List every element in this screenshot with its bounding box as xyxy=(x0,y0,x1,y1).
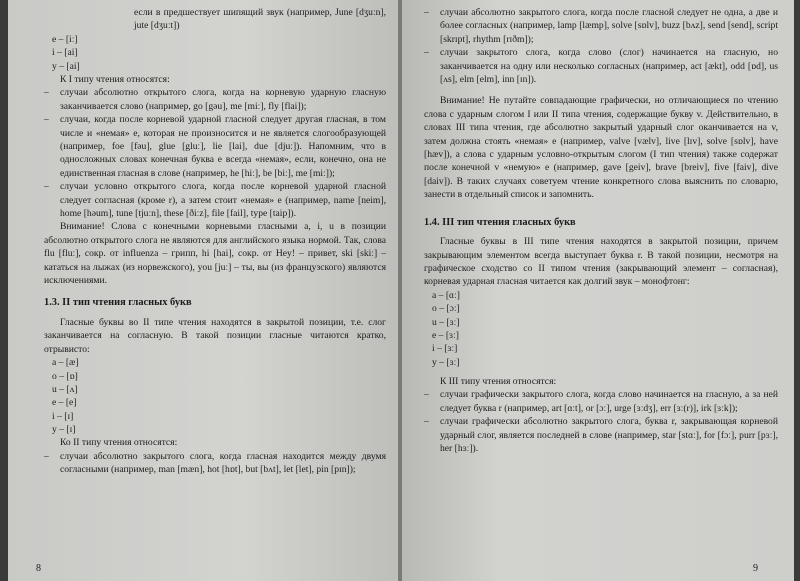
map-row: o – [ɔː] xyxy=(432,303,460,315)
map-row: e – [e] xyxy=(52,397,77,409)
page-number: 9 xyxy=(753,562,758,574)
right-page xyxy=(402,0,794,581)
list-item: – случаи абсолютно закрытого слога, когда после гласной следует не одна, а две и более согласных (например, lamp [læmp], solve [sɒlv], buzz [bʌz], send [send], script [skrɪpt], rhythm [rɪðm]); xyxy=(424,6,778,46)
note-paragraph: Внимание! Слова с конечными корневыми гласными а, i, u в позиции абсолютно открытого слога не являются для английского языка нормой. Так, слова flu [fluː], сокр. от influenza – грипп, hi [hai], сокр. от Hey! – привет, ski [skiː] – кататься на лыжах (из норвежского), you [juː] – ты, вы (из французского) являются исключениями. xyxy=(44,221,386,287)
vowel-map xyxy=(424,289,778,369)
paragraph: Гласные буквы в III типе чтения находятся в закрытой позиции, причем закрывающим элементом всегда выступает буква r. В такой позиции, несмотря на графическое сходство со II типом чтения (закрывающий элемент – согласная), корневая ударная гласная читается как долгий звук – монофтонг: xyxy=(424,236,778,288)
section-heading: 1.4. III тип чтения гласных букв xyxy=(424,216,576,228)
left-page xyxy=(8,0,400,581)
map-row: i – [ɜː] xyxy=(432,343,458,355)
map-row: i – [ai] xyxy=(52,47,78,59)
map-row: y – [ɜː] xyxy=(432,356,460,368)
map-row: e – [ɜː] xyxy=(432,329,459,341)
list-item: – случаи условно открытого слога, когда после корневой ударной гласной следует согласная (кроме r), а затем стоит «немая» е (например, name [neim], home [həum], tune [tjuːn], these [ðiːz], file [fail], type [taip]). xyxy=(44,180,386,220)
vowel-map xyxy=(44,33,386,73)
list-item: – случаи абсолютно закрытого слога, когда гласная находится между двумя согласными (например, man [mæn], hot [hɒt], but [bʌt], let [let], pin [pɪn]); xyxy=(44,450,386,477)
list-item: – случаи, когда после корневой ударной гласной следует другая гласная, в том числе и «немая» е, которая не произносится и не является слогообразующей (например, foe [fəu], glue [gluː], lie [lai], due [djuː]). Напомним, что в односложных словах конечная буква е всегда «немая», если, конечно, она не единственная гласная в слове (например, he [hiː], be [biː], me [miː]); xyxy=(44,113,386,180)
list-item: – случаи графически закрытого слога, когда слово начинается на гласную, а за ней следует буква r (например, art [ɑːt], or [ɔː], urge [ɜːdʒ], err [ɜː(r)], irk [ɜːk]); xyxy=(424,388,778,415)
map-row: a – [ɑː] xyxy=(432,289,460,301)
map-row: i – [ɪ] xyxy=(52,410,74,422)
vowel-map xyxy=(44,356,386,436)
note-paragraph: Внимание! Не путайте совпадающие графически, но отличающиеся по чтению слова с ударным слогом I или II типа чтения, содержащие букву v. Действительно, в словах III типа чтения, где абсолютно закрытый ударный слог оканчивается на v, затем должна стоять «немая» е (например, valve [vælv], live [lɪv], solve [sɒlv], have [hæv]), а слова с ударным условно-открытым слогом (I тип чтения) также содержат после конечной v «немую» е (например, gave [geiv], brave [breiv], five [faiv], dive [daiv]). В таких случаях советуем чтение конкретного слова выяснить по словарю, занести в отдельный список и запомнить. xyxy=(424,95,778,201)
map-row: o – [ɒ] xyxy=(52,370,78,382)
paragraph: Гласные буквы во II типе чтения находятся в закрытой позиции, т.е. слог заканчивается на согласную. В такой позиции гласные читаются кратко, отрывисто: xyxy=(44,316,386,355)
list-item: – случаи графически абсолютно закрытого слога, буква r, закрывающая корневой ударный слог, является последней в слове (например, star [stɑː], for [fɔː], purr [pɜː], her [hɜː]). xyxy=(424,415,778,455)
list-item: – случаи закрытого слога, когда слово (слог) начинается на гласную, но заканчивается на одну или несколько согласных (например, act [ækt], odd [ɒd], us [ʌs], elm [elm], inn [ɪn]). xyxy=(424,46,778,86)
list-item: – случаи абсолютно открытого слога, когда на корневую ударную гласную заканчивается слово (например, go [gəu], me [miː], fly [flai]); xyxy=(44,86,386,113)
map-row: e – [iː] xyxy=(52,33,78,45)
section-heading: 1.3. II тип чтения гласных букв xyxy=(44,297,192,309)
text-line: К III типу чтения относятся: xyxy=(440,376,557,388)
map-row: u – [ʌ] xyxy=(52,383,78,395)
text-line: если в предшествует шипящий звук (например, June [dʒuːn], jute [dʒuːt]) xyxy=(134,7,386,32)
map-row: a – [æ] xyxy=(52,357,79,369)
text-line: Ко II типу чтения относятся: xyxy=(60,437,178,449)
page-number: 8 xyxy=(36,562,41,574)
text-line: К I типу чтения относятся: xyxy=(60,73,170,85)
map-row: y – [ɪ] xyxy=(52,424,76,436)
map-row: u – [ɜː] xyxy=(432,316,460,328)
map-row: y – [ai] xyxy=(52,60,80,72)
